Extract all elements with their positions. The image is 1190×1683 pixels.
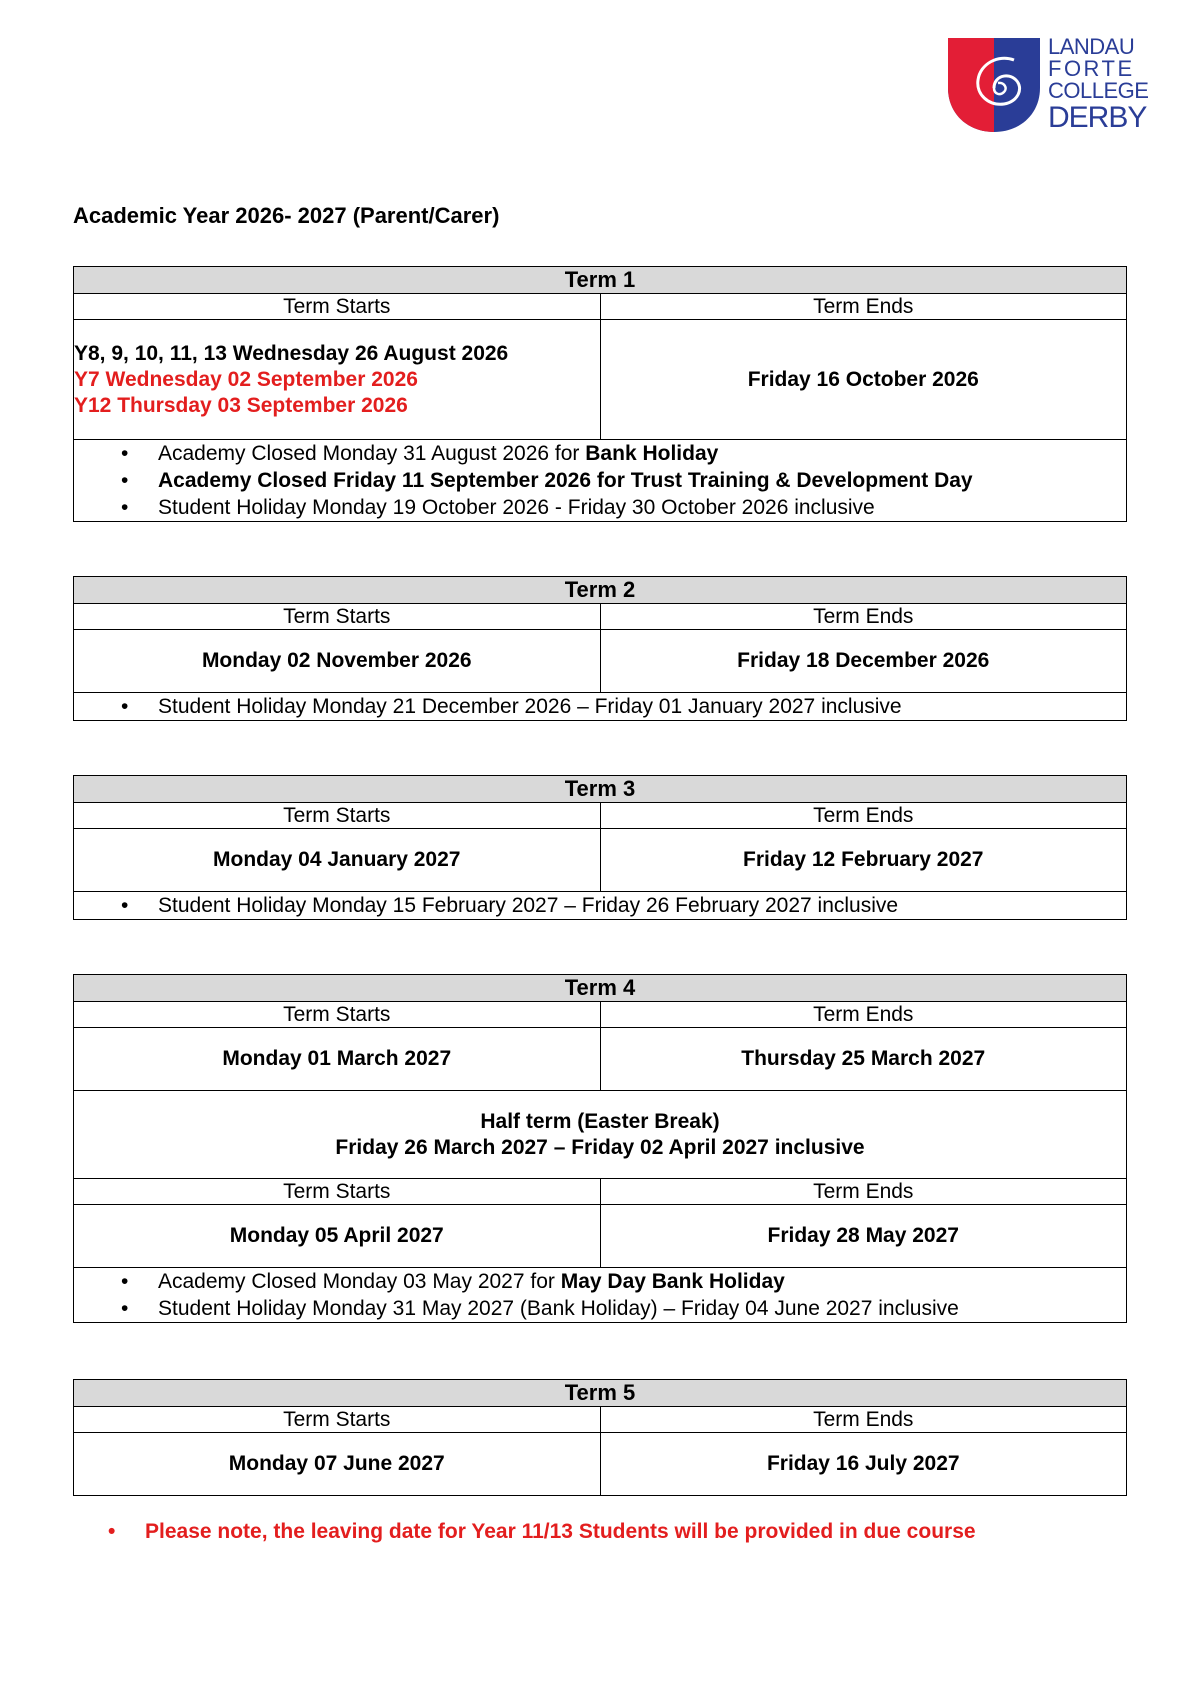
logo-line-1: LANDAU bbox=[1048, 34, 1135, 59]
list-item: • Student Holiday Monday 15 February 2027 – Friday 26 February 2027 inclusive bbox=[74, 892, 1126, 919]
logo-line-4: DERBY bbox=[1048, 101, 1147, 134]
term-end-date: Friday 16 October 2026 bbox=[600, 320, 1127, 440]
start-date-line: Y8, 9, 10, 11, 13 Wednesday 26 August 2026 bbox=[74, 341, 509, 365]
term-start-date: Monday 05 April 2027 bbox=[74, 1205, 601, 1268]
term-starts-label: Term Starts bbox=[74, 1002, 601, 1028]
term-start-date: Monday 04 January 2027 bbox=[74, 829, 601, 892]
college-crest-icon bbox=[946, 36, 1042, 134]
page-title: Academic Year 2026- 2027 (Parent/Carer) bbox=[73, 203, 500, 228]
term-starts-label: Term Starts bbox=[74, 803, 601, 829]
term-ends-label: Term Ends bbox=[600, 1407, 1127, 1433]
term-end-date: Friday 12 February 2027 bbox=[600, 829, 1127, 892]
term-heading: Term 1 bbox=[74, 267, 1127, 294]
term-start-dates bbox=[74, 320, 601, 440]
term-ends-label: Term Ends bbox=[600, 604, 1127, 630]
term-ends-label: Term Ends bbox=[600, 294, 1127, 320]
term-starts-label: Term Starts bbox=[74, 1179, 601, 1205]
logo-line-2: FORTE bbox=[1048, 56, 1135, 81]
term-3-table bbox=[73, 775, 1127, 920]
list-item: • Student Holiday Monday 31 May 2027 (Bank Holiday) – Friday 04 June 2027 inclusive bbox=[74, 1295, 1126, 1322]
term-heading: Term 2 bbox=[74, 577, 1127, 604]
list-item: • Student Holiday Monday 19 October 2026 - Friday 30 October 2026 inclusive bbox=[74, 494, 1126, 521]
term-end-date: Friday 16 July 2027 bbox=[600, 1433, 1127, 1496]
term-end-date: Friday 28 May 2027 bbox=[600, 1205, 1127, 1268]
list-item: • Academy Closed Friday 11 September 2026 for Trust Training & Development Day bbox=[74, 467, 1126, 494]
term-starts-label: Term Starts bbox=[74, 604, 601, 630]
leaving-date-note-text: Please note, the leaving date for Year 11/13 Students will be provided in due course bbox=[145, 1520, 976, 1543]
start-date-line: Y7 Wednesday 02 September 2026 bbox=[74, 367, 418, 391]
term-notes bbox=[74, 440, 1127, 522]
term-heading: Term 3 bbox=[74, 776, 1127, 803]
term-starts-label: Term Starts bbox=[74, 294, 601, 320]
bullet-icon: • bbox=[108, 1520, 116, 1543]
term-start-date: Monday 02 November 2026 bbox=[74, 630, 601, 693]
logo-line-3: COLLEGE bbox=[1048, 78, 1149, 103]
term-ends-label: Term Ends bbox=[600, 1002, 1127, 1028]
term-2-table bbox=[73, 576, 1127, 721]
term-ends-label: Term Ends bbox=[600, 803, 1127, 829]
leaving-date-note bbox=[73, 1520, 976, 1544]
term-notes bbox=[74, 1268, 1127, 1323]
term-5-table bbox=[73, 1379, 1127, 1496]
term-heading: Term 5 bbox=[74, 1380, 1127, 1407]
term-starts-label: Term Starts bbox=[74, 1407, 601, 1433]
term-ends-label: Term Ends bbox=[600, 1179, 1127, 1205]
term-notes bbox=[74, 892, 1127, 920]
half-term-title: Half term (Easter Break) bbox=[480, 1109, 720, 1133]
term-notes bbox=[74, 693, 1127, 721]
list-item: • Academy Closed Monday 31 August 2026 for Bank Holiday bbox=[74, 440, 1126, 467]
term-heading: Term 4 bbox=[74, 975, 1127, 1002]
term-4-table bbox=[73, 974, 1127, 1323]
half-term-dates: Friday 26 March 2027 – Friday 02 April 2027 inclusive bbox=[335, 1135, 865, 1159]
term-end-date: Friday 18 December 2026 bbox=[600, 630, 1127, 693]
half-term-block bbox=[74, 1091, 1127, 1179]
start-date-line: Y12 Thursday 03 September 2026 bbox=[74, 393, 408, 417]
term-1-table bbox=[73, 266, 1127, 522]
list-item: • Academy Closed Monday 03 May 2027 for May Day Bank Holiday bbox=[74, 1268, 1126, 1295]
list-item: • Student Holiday Monday 21 December 2026 – Friday 01 January 2027 inclusive bbox=[74, 693, 1126, 720]
college-logo-wordmark bbox=[1048, 36, 1148, 134]
college-logo bbox=[946, 34, 1149, 144]
term-start-date: Monday 01 March 2027 bbox=[74, 1028, 601, 1091]
term-start-date: Monday 07 June 2027 bbox=[74, 1433, 601, 1496]
term-end-date: Thursday 25 March 2027 bbox=[600, 1028, 1127, 1091]
